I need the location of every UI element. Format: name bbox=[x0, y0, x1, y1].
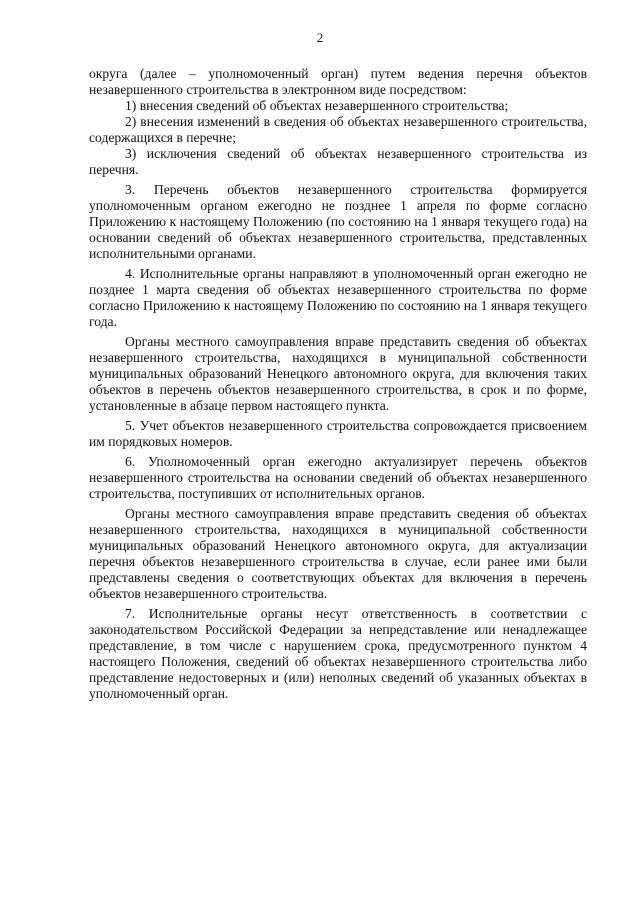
paragraph-clause-7: 7. Исполнительные органы несут ответственность в соответствии с законодательством Российской Федерации за непредставление или ненадлежащее представление, в том числе с нарушением срока, предусмотренного пунктом 4 настоящего Положения, сведений об объектах незавершенного строительства либо представление недостоверных и (или) неполных сведений об указанных объектах в уполномоченный орган. bbox=[89, 606, 587, 701]
paragraph-clause-6: 6. Уполномоченный орган ежегодно актуализирует перечень объектов незавершенного строительства на основании сведений об объектах незавершенного строительства, поступивших от исполнительных органов. bbox=[89, 454, 587, 501]
paragraph-intro-continuation: округа (далее – уполномоченный орган) путем ведения перечня объектов незавершенного строительства в электронном виде посредством: bbox=[89, 66, 587, 97]
page-number: 2 bbox=[316, 30, 324, 45]
paragraph-clause-5: 5. Учет объектов незавершенного строительства сопровождается присвоением им порядковых номеров. bbox=[89, 418, 587, 449]
paragraph-list-item-1: 1) внесения сведений об объектах незавершенного строительства; bbox=[125, 98, 509, 113]
paragraph-list-item-3: 3) исключения сведений об объектах незавершенного строительства из перечня. bbox=[89, 146, 587, 177]
paragraph-clause-3: 3. Перечень объектов незавершенного строительства формируется уполномоченным органом ежегодно не позднее 1 апреля по форме согласно Приложению к настоящему Положению (по состоянию на 1 января текущего года) на основании сведений об объектах незавершенного строительства, представленных исполнительными органами. bbox=[89, 182, 587, 261]
document-body bbox=[89, 66, 587, 702]
paragraph-list-item-2: 2) внесения изменений в сведения об объектах незавершенного строительства, содержащихся в перечне; bbox=[89, 114, 587, 145]
paragraph-clause-4-local-authorities: Органы местного самоуправления вправе представить сведения об объектах незавершенного строительства, находящихся в муниципальной собственности муниципальных образований Ненецкого автономного округа, для включения таких объектов в перечень объектов незавершенного строительства, в срок и по форме, установленные в абзаце первом настоящего пункта. bbox=[89, 334, 587, 413]
paragraph-clause-6-local-authorities: Органы местного самоуправления вправе представить сведения об объектах незавершенного строительства, находящихся в муниципальной собственности муниципальных образований Ненецкого автономного округа, для актуализации перечня объектов незавершенного строительства в случае, если ранее ими были представлены сведения о соответствующих объектах для включения в перечень объектов незавершенного строительства. bbox=[89, 506, 587, 601]
paragraph-clause-4: 4. Исполнительные органы направляют в уполномоченный орган ежегодно не позднее 1 марта сведения об объектах незавершенного строительства по форме согласно Приложению к настоящему Положению по состоянию на 1 января текущего года. bbox=[89, 266, 587, 329]
